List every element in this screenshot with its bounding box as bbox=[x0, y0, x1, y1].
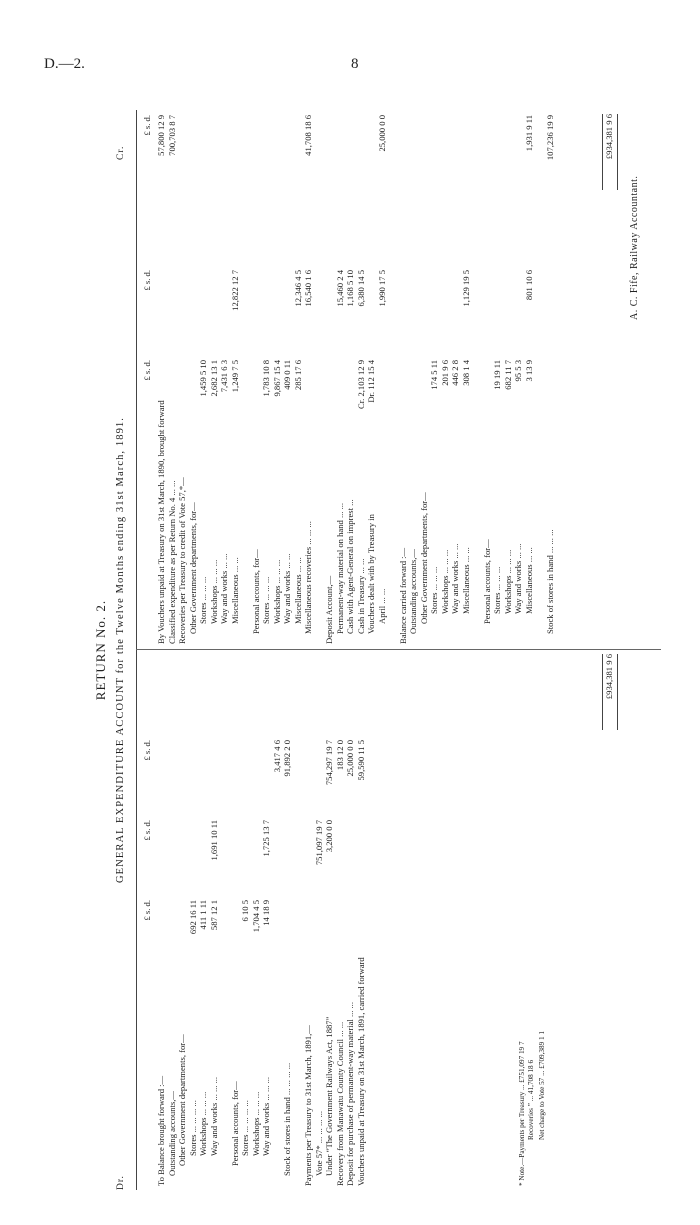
dr-line-label: Other Government departments, for— bbox=[177, 1034, 187, 1166]
dr-amount-c3: 91,892 2 0 bbox=[282, 740, 292, 777]
dr-amount-c1: 14 18 9 bbox=[261, 900, 271, 926]
cr-line-label: Way and works ... ... bbox=[219, 553, 229, 624]
footnote-line-2: Recoveries ” ... 41,708 18 6 bbox=[527, 1059, 535, 1140]
cr-line-label: Other Government departments, for— bbox=[187, 502, 198, 634]
cr-column-header-c1: £ s. d. bbox=[142, 360, 152, 381]
cr-amount-c2: 12,822 12 7 bbox=[229, 270, 240, 311]
cr-line-label: Cash in Treasury ... ... bbox=[355, 558, 366, 634]
signature: A. C. Fife, Railway Accountant. bbox=[629, 175, 640, 320]
cr-amount-c1: 285 17 6 bbox=[292, 360, 303, 391]
dr-line-label: Workshops ... ... ... bbox=[250, 1091, 261, 1156]
cr-line-label: Permanent-way material on hand ... ... bbox=[334, 502, 345, 634]
cr-amount-c1: 3 13 9 bbox=[523, 360, 534, 382]
cr-line-label: Personal accounts, for— bbox=[250, 549, 261, 634]
account-title: GENERAL EXPENDITURE ACCOUNT for the Twelve Months ending 31st March, 1891. bbox=[115, 416, 126, 884]
credit-label: Cr. bbox=[116, 145, 126, 160]
dr-amount-c3: 3,417 4 6 bbox=[271, 740, 282, 773]
cr-amount-c1: 95 5 3 bbox=[513, 360, 523, 382]
cr-line-label: Other Government departments, for— bbox=[418, 492, 429, 624]
page-number: 8 bbox=[351, 56, 359, 72]
cr-amount-c1: 201 9 6 bbox=[439, 360, 450, 386]
cr-line-label: Miscellaneous recoveries ... ... ... bbox=[303, 521, 313, 634]
cr-line-label: Workshops ... ... ... bbox=[502, 549, 513, 614]
cr-amount-c2: 1,129 19 5 bbox=[460, 270, 471, 307]
dr-line-label: Way and works ... ... ... bbox=[261, 1076, 271, 1156]
dr-line-label: Under “The Government Railways Act, 1887” bbox=[324, 1016, 334, 1176]
footnote-line-3: Net charge to Vote 57 ... £709,389 1 1 bbox=[538, 1031, 546, 1140]
cr-amount-c1: 2,682 13 1 bbox=[208, 360, 219, 397]
cr-amount-c3: 700,703 8 7 bbox=[166, 115, 177, 156]
debit-total: £934,381 9 6 bbox=[604, 654, 614, 700]
cr-line-label: Stores ... ... ... bbox=[492, 566, 502, 614]
dr-line-label: Stores ... ... ... ... bbox=[187, 1100, 198, 1156]
cr-amount-c2: 1,168 5 10 bbox=[345, 270, 355, 307]
dr-amount-c3: 183 12 0 bbox=[334, 740, 345, 771]
cr-line-label: Deposit Account,— bbox=[324, 575, 334, 644]
dr-column-header-c3: £ s. d. bbox=[142, 740, 152, 761]
page-reference: D.—2. bbox=[44, 56, 85, 72]
cr-line-label: Classified expenditure as per Return No. 4 ... ... bbox=[166, 480, 177, 644]
dr-line-label: Vouchers unpaid at Treasury on 31st March, 1891, carried forward bbox=[355, 957, 366, 1186]
cr-column-header-c3: £ s. d. bbox=[142, 115, 152, 136]
cr-amount-c3: 1,931 9 11 bbox=[523, 115, 534, 152]
cr-amount-c3: 57,800 12 9 bbox=[156, 115, 166, 156]
cr-line-label: By Vouchers unpaid at Treasury on 31st March, 1890, brought forward bbox=[156, 400, 166, 644]
cr-amount-c1: 682 11 7 bbox=[502, 360, 513, 390]
cr-amount-c2: 15,460 2 4 bbox=[334, 270, 345, 307]
dr-line-label: Stock of stores in hand ... ... ... ... bbox=[282, 1062, 292, 1176]
dr-amount-c2: 1,725 13 7 bbox=[261, 820, 271, 857]
dr-line-label: Personal accounts, for— bbox=[229, 1081, 240, 1166]
debit-total-rule bbox=[602, 654, 603, 730]
cr-line-label: Miscellaneous ... ... bbox=[523, 547, 534, 614]
cr-line-label: Personal accounts, for— bbox=[481, 539, 492, 624]
dr-amount-c3: 754,297 19 7 bbox=[324, 740, 334, 786]
cr-line-label: Vouchers dealt with by Treasury in bbox=[366, 514, 376, 634]
cr-amount-c1: 9,867 15 4 bbox=[271, 360, 282, 397]
rotated-account-sheet bbox=[90, 100, 670, 1200]
cr-line-label: Way and works ... ... bbox=[282, 553, 292, 624]
cr-amount-c2: 801 10 6 bbox=[523, 270, 534, 301]
dr-amount-c1: 692 16 11 bbox=[187, 900, 198, 935]
cr-line-label: Stores ... ... ... bbox=[261, 576, 271, 624]
dr-amount-c2: 1,691 10 11 bbox=[208, 820, 219, 861]
dr-amount-c1: 411 1 11 bbox=[198, 900, 208, 930]
cr-amount-c3: 25,000 0 0 bbox=[376, 115, 387, 152]
debit-total-double-rule bbox=[617, 654, 618, 730]
header-rule bbox=[136, 110, 137, 1190]
dr-column-header-c1: £ s. d. bbox=[142, 900, 152, 921]
dr-amount-c3: 25,000 0 0 bbox=[345, 740, 355, 777]
cr-line-label: Workshops ... ... ... bbox=[439, 549, 450, 614]
cr-line-label: Balance carried forward :— bbox=[397, 547, 408, 644]
dr-line-label: Workshops ... ... ... bbox=[198, 1091, 208, 1156]
cr-line-label: Outstanding accounts,— bbox=[408, 549, 418, 634]
cr-line-label: Recoveries per Treasury to credit of Vote 57,*— bbox=[177, 477, 187, 644]
dr-line-label: Vote 57* ... ... ... ... bbox=[313, 1110, 324, 1176]
cr-line-label: April ... ... bbox=[376, 588, 387, 624]
cr-amount-c3: 107,236 19 9 bbox=[544, 115, 555, 161]
dr-line-label: Stores ... ... ... ... bbox=[240, 1100, 250, 1156]
dr-line-label: Outstanding accounts,— bbox=[166, 1091, 177, 1176]
cr-amount-c1: 1,783 10 8 bbox=[261, 360, 271, 397]
cr-line-label: Way and works ... ... bbox=[450, 543, 460, 614]
cr-amount-c1: Cr. 2,103 12 9 bbox=[355, 360, 366, 409]
dr-column-header-c2: £ s. d. bbox=[142, 820, 152, 841]
dr-amount-c1: 1,704 4 5 bbox=[250, 900, 261, 933]
return-title: RETURN No. 2. bbox=[93, 599, 108, 701]
cr-amount-c1: 19 19 11 bbox=[492, 360, 502, 390]
dr-line-label: Way and works ... ... ... bbox=[208, 1076, 219, 1156]
cr-amount-c1: 446 2 8 bbox=[450, 360, 460, 386]
dr-line-label: Payments per Treasury to 31st March, 1891,— bbox=[303, 1025, 313, 1186]
dr-amount-c1: 587 12 1 bbox=[208, 900, 219, 931]
cr-amount-c1: 1,249 7 5 bbox=[229, 360, 240, 393]
dr-line-label: Recovery from Manawatu County Council ... ... bbox=[334, 1021, 345, 1186]
cr-line-label: Way and works ... ... bbox=[513, 543, 523, 614]
cr-line-label: Miscellaneous ... ... bbox=[460, 547, 471, 614]
cr-line-label: Cash with Agent-General on imprest ... bbox=[345, 499, 355, 634]
cr-line-label: Workshops ... ... ... bbox=[271, 559, 282, 624]
cr-line-label: Miscellaneous ... ... bbox=[292, 557, 303, 624]
cr-amount-c1: Dr. 112 15 4 bbox=[366, 360, 376, 403]
dr-amount-c1: 6 10 5 bbox=[240, 900, 250, 922]
cr-line-label: Stores ... ... ... bbox=[198, 576, 208, 624]
cr-amount-c1: 409 0 11 bbox=[282, 360, 292, 390]
center-divider bbox=[136, 649, 661, 650]
cr-column-header-c2: £ s. d. bbox=[142, 270, 152, 291]
dr-amount-c2: 3,200 0 0 bbox=[324, 820, 334, 853]
footnote-line-1: * Note.—Payments per Treasury ... £751,097 19 7 bbox=[518, 1041, 526, 1186]
cr-amount-c3: 41,708 18 6 bbox=[303, 115, 313, 156]
credit-total-double-rule bbox=[617, 114, 618, 190]
debit-label: Dr. bbox=[116, 1175, 126, 1190]
cr-amount-c2: 12,346 4 5 bbox=[292, 270, 303, 307]
dr-amount-c2: 751,097 19 7 bbox=[313, 820, 324, 866]
credit-total: £934,381 9 6 bbox=[604, 114, 614, 160]
cr-amount-c2: 6,380 14 5 bbox=[355, 270, 366, 307]
cr-amount-c1: 7,431 6 3 bbox=[219, 360, 229, 393]
dr-amount-c3: 59,590 11 5 bbox=[355, 740, 366, 781]
cr-amount-c2: 16,540 1 6 bbox=[303, 270, 313, 307]
cr-amount-c1: 174 5 11 bbox=[429, 360, 439, 390]
cr-line-label: Stock of stores in hand ... ... ... bbox=[544, 529, 555, 634]
cr-line-label: Miscellaneous ... ... bbox=[229, 557, 240, 624]
cr-amount-c1: 1,459 5 10 bbox=[198, 360, 208, 397]
credit-total-rule bbox=[602, 114, 603, 190]
cr-amount-c2: 1,990 17 5 bbox=[376, 270, 387, 307]
dr-line-label: To Balance brought forward :— bbox=[156, 1075, 166, 1186]
cr-amount-c1: 308 1 4 bbox=[460, 360, 471, 386]
cr-line-label: Workshops ... ... ... bbox=[208, 559, 219, 624]
dr-line-label: Deposit for purchase of permanent-way material ... ... bbox=[345, 1002, 355, 1186]
cr-line-label: Stores ... ... ... bbox=[429, 566, 439, 614]
